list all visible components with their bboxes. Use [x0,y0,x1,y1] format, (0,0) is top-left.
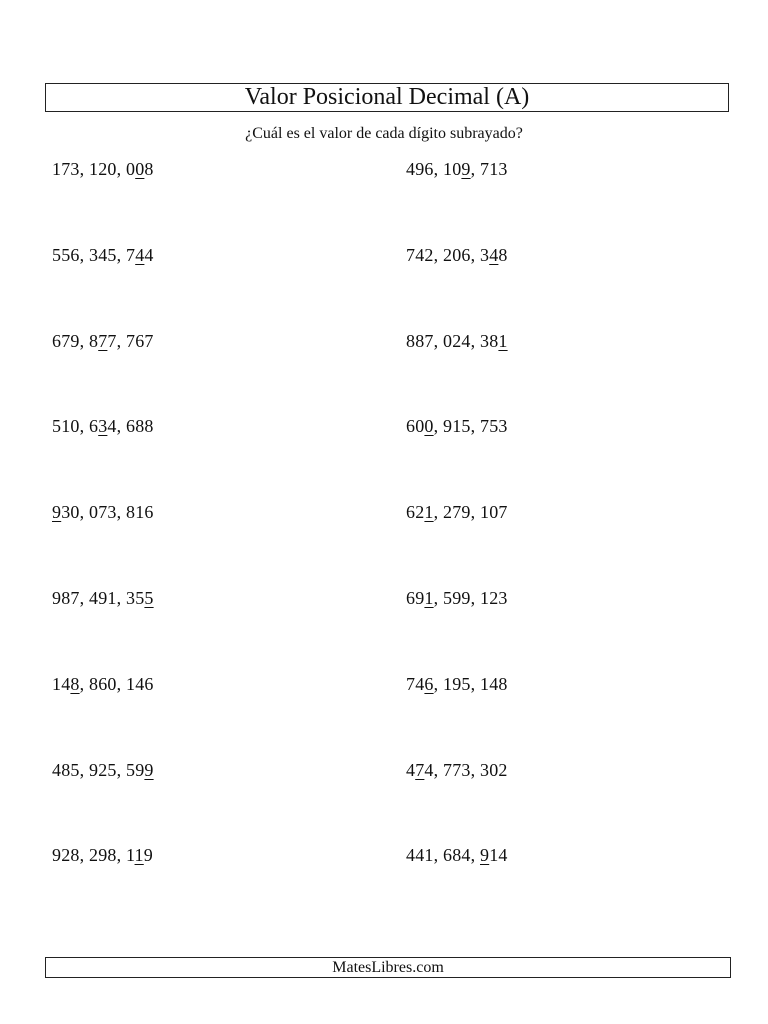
problem-item: 496, 109, 713 [406,159,508,179]
underlined-digit: 1 [498,330,508,351]
underlined-digit: 3 [98,416,108,437]
underlined-digit: 1 [424,502,434,523]
problem-item: 148, 860, 146 [52,673,154,694]
problem-item: 474, 773, 302 [406,759,508,780]
worksheet-title: Valor Posicional Decimal (A) [45,83,729,112]
underlined-digit: 7 [415,759,425,780]
underlined-digit: 1 [134,845,144,866]
underlined-digit: 7 [98,330,108,351]
worksheet-instruction: ¿Cuál es el valor de cada dígito subrayado? [245,125,523,142]
problem-item: 600, 915, 753 [406,416,508,437]
problem-item: 679, 877, 767 [52,330,154,351]
problem-item: 556, 345, 744 [52,244,154,265]
problem-item: 485, 925, 599 [52,759,154,780]
problem-item: 928, 298, 119 [52,845,153,866]
underlined-digit: 8 [70,673,80,694]
underlined-digit: 9 [144,759,154,780]
underlined-digit: 6 [424,673,434,694]
problem-item: 441, 684, 914 [406,845,508,866]
underlined-digit: 0 [135,159,145,179]
problem-item: 742, 206, 348 [406,244,508,265]
underlined-digit: 9 [461,159,471,179]
underlined-digit: 9 [480,845,490,866]
underlined-digit: 4 [135,244,145,265]
underlined-digit: 1 [424,588,434,608]
problem-item: 746, 195, 148 [406,673,508,694]
underlined-digit: 0 [424,416,434,437]
problem-item: 987, 491, 355 [52,588,154,608]
problem-item: 621, 279, 107 [406,502,508,523]
underlined-digit: 9 [52,502,62,523]
underlined-digit: 5 [144,588,154,608]
underlined-digit: 4 [489,244,499,265]
problem-item: 887, 024, 381 [406,330,508,351]
problem-item: 510, 634, 688 [52,416,154,437]
worksheet-footer: MatesLibres.com [45,957,731,978]
problem-item: 930, 073, 816 [52,502,154,523]
problem-item: 691, 599, 123 [406,588,508,608]
problem-item: 173, 120, 008 [52,159,154,179]
